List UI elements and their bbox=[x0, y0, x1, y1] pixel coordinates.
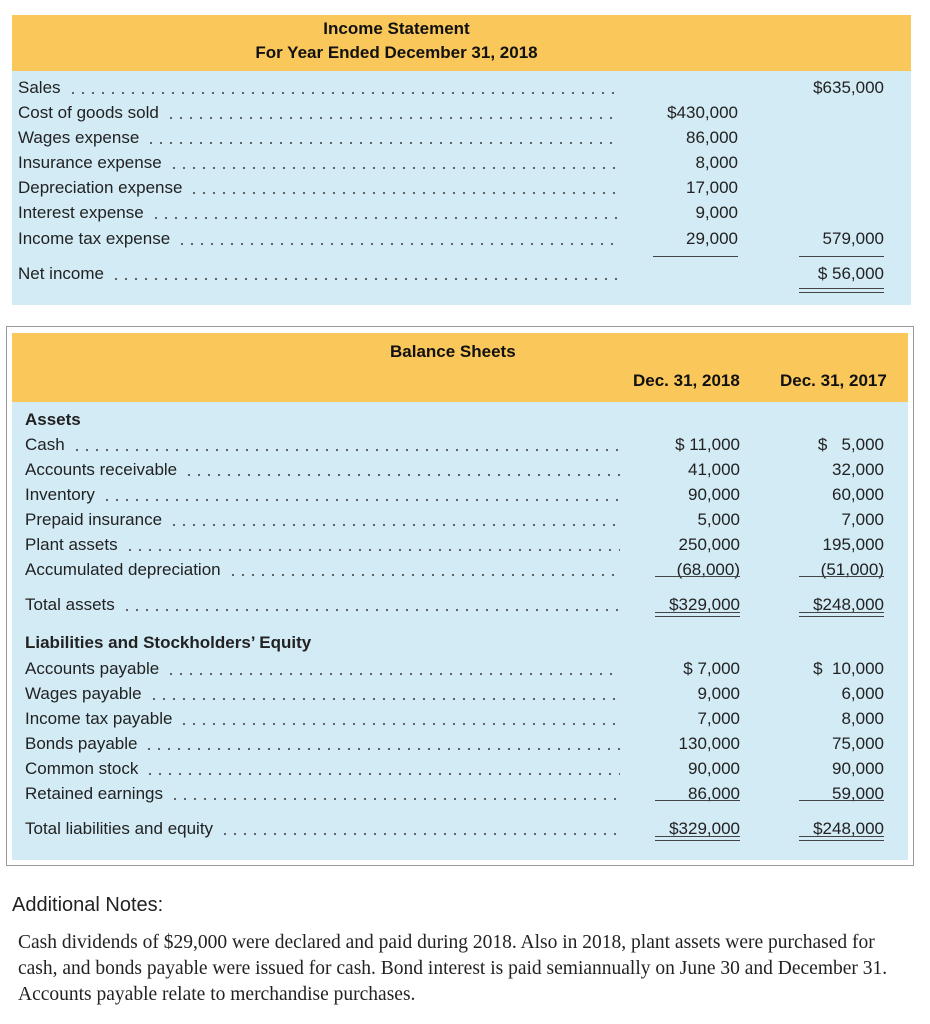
amount-col2: 7,000 bbox=[841, 510, 884, 529]
dot-leader bbox=[111, 277, 620, 281]
amount-col1: 90,000 bbox=[688, 485, 740, 504]
line-item-label: Income tax expense bbox=[18, 229, 171, 248]
line-item-row bbox=[25, 484, 884, 506]
income-statement-header bbox=[12, 15, 911, 71]
dot-leader bbox=[228, 573, 620, 577]
line-item-row bbox=[18, 152, 884, 174]
double-underline bbox=[799, 612, 884, 617]
line-item-label: Wages expense bbox=[18, 128, 140, 147]
amount-col1: 29,000 bbox=[686, 229, 738, 248]
dot-leader bbox=[166, 672, 620, 676]
amount-col1: 130,000 bbox=[678, 734, 740, 753]
line-item-row bbox=[25, 594, 884, 616]
income-statement-subtitle: For Year Ended December 31, 2018 bbox=[255, 43, 538, 62]
amount-col2: $ 10,000 bbox=[813, 659, 884, 678]
line-item-row bbox=[25, 733, 884, 755]
line-item-row bbox=[25, 434, 884, 456]
underline bbox=[799, 576, 884, 577]
line-item-row bbox=[18, 263, 884, 285]
amount-col2: 59,000 bbox=[832, 784, 884, 803]
amount-col1: $ 7,000 bbox=[683, 659, 740, 678]
dot-leader bbox=[220, 832, 620, 836]
line-item-row bbox=[25, 559, 884, 581]
line-item-row bbox=[25, 459, 884, 481]
amount-col1: 250,000 bbox=[678, 535, 740, 554]
line-item-label: Retained earnings bbox=[25, 784, 163, 803]
line-item-row bbox=[18, 177, 884, 199]
line-item-label: Sales bbox=[18, 78, 61, 97]
amount-col1: 86,000 bbox=[686, 128, 738, 147]
balance-sheets-header bbox=[12, 333, 908, 402]
line-item-label: Cash bbox=[25, 435, 65, 454]
amount-col1: 7,000 bbox=[697, 709, 740, 728]
underline bbox=[655, 800, 740, 801]
amount-col2: $248,000 bbox=[813, 819, 884, 838]
amount-col2: 8,000 bbox=[841, 709, 884, 728]
line-item-row bbox=[18, 202, 884, 224]
line-item-label: Cost of goods sold bbox=[18, 103, 159, 122]
line-item-row bbox=[25, 683, 884, 705]
amount-col1: $329,000 bbox=[669, 595, 740, 614]
dot-leader bbox=[102, 498, 620, 502]
balance-sheets-title: Balance Sheets bbox=[390, 342, 516, 361]
amount-col1: 90,000 bbox=[688, 759, 740, 778]
dot-leader bbox=[144, 747, 620, 751]
dot-leader bbox=[170, 797, 620, 801]
line-item-label: Plant assets bbox=[25, 535, 118, 554]
dot-leader bbox=[184, 473, 620, 477]
double-underline bbox=[799, 288, 884, 293]
amount-col1: $430,000 bbox=[667, 103, 738, 122]
line-item-row bbox=[18, 102, 884, 124]
dot-leader bbox=[145, 772, 620, 776]
balance-sheets bbox=[6, 326, 914, 866]
amount-col1: (68,000) bbox=[676, 560, 740, 579]
dot-leader bbox=[146, 141, 620, 145]
underline bbox=[653, 256, 738, 257]
line-item-row bbox=[25, 658, 884, 680]
amount-col2: $ 5,000 bbox=[817, 435, 884, 454]
line-item-label: Insurance expense bbox=[18, 153, 162, 172]
dot-leader bbox=[177, 242, 620, 246]
line-item-label: Depreciation expense bbox=[18, 178, 183, 197]
amount-col2: $ 56,000 bbox=[817, 264, 884, 283]
line-item-row bbox=[18, 228, 884, 250]
col-header-2017: Dec. 31, 2017 bbox=[780, 371, 887, 390]
dot-leader bbox=[125, 548, 620, 552]
amount-col1: 8,000 bbox=[695, 153, 738, 172]
amount-col1: 17,000 bbox=[686, 178, 738, 197]
line-item-label: Accounts receivable bbox=[25, 460, 178, 479]
line-item-row bbox=[18, 77, 884, 99]
amount-col2: (51,000) bbox=[820, 560, 884, 579]
assets-heading: Assets bbox=[25, 410, 81, 429]
line-item-row bbox=[25, 708, 884, 730]
line-item-row bbox=[25, 758, 884, 780]
dot-leader bbox=[189, 191, 620, 195]
amount-col1: $329,000 bbox=[669, 819, 740, 838]
line-item-label: Prepaid insurance bbox=[25, 510, 163, 529]
double-underline bbox=[655, 836, 740, 841]
line-item-label: Common stock bbox=[25, 759, 139, 778]
dot-leader bbox=[122, 608, 620, 612]
line-item-label: Total liabilities and equity bbox=[25, 819, 214, 838]
amount-col1: 9,000 bbox=[697, 684, 740, 703]
amount-col1: 5,000 bbox=[697, 510, 740, 529]
line-item-row bbox=[25, 534, 884, 556]
amount-col2: $635,000 bbox=[813, 78, 884, 97]
col-header-2018: Dec. 31, 2018 bbox=[633, 371, 740, 390]
line-item-label: Accumulated depreciation bbox=[25, 560, 221, 579]
dot-leader bbox=[151, 216, 620, 220]
dot-leader bbox=[68, 91, 620, 95]
amount-col1: 86,000 bbox=[688, 784, 740, 803]
amount-col2: 195,000 bbox=[822, 535, 884, 554]
dot-leader bbox=[169, 166, 620, 170]
amount-col2: 579,000 bbox=[822, 229, 884, 248]
underline bbox=[799, 800, 884, 801]
double-underline bbox=[799, 836, 884, 841]
line-item-label: Income tax payable bbox=[25, 709, 173, 728]
line-item-label: Accounts payable bbox=[25, 659, 160, 678]
income-statement bbox=[12, 15, 911, 305]
line-item-label: Inventory bbox=[25, 485, 95, 504]
line-item-label: Interest expense bbox=[18, 203, 144, 222]
dot-leader bbox=[166, 116, 620, 120]
double-underline bbox=[655, 612, 740, 617]
notes-text: Cash dividends of $29,000 were declared and paid during 2018. Also in 2018, plant assets were purchased for cash, and bonds payable were issued for cash. Bond interest is paid semiannually on June 30 and December 31. Accounts payable relate to merchandise purchases. bbox=[18, 932, 888, 1005]
line-item-label: Wages payable bbox=[25, 684, 142, 703]
dot-leader bbox=[169, 523, 620, 527]
amount-col2: 75,000 bbox=[832, 734, 884, 753]
line-item-label: Bonds payable bbox=[25, 734, 138, 753]
line-item-row bbox=[25, 509, 884, 531]
line-item-label: Net income bbox=[18, 264, 104, 283]
amount-col1: 9,000 bbox=[695, 203, 738, 222]
amount-col1: 41,000 bbox=[688, 460, 740, 479]
dot-leader bbox=[149, 697, 620, 701]
line-item-label: Total assets bbox=[25, 595, 115, 614]
liabilities-heading: Liabilities and Stockholders’ Equity bbox=[25, 633, 312, 652]
dot-leader bbox=[72, 448, 620, 452]
underline bbox=[799, 256, 884, 257]
amount-col2: 60,000 bbox=[832, 485, 884, 504]
income-statement-title: Income Statement bbox=[323, 19, 470, 38]
amount-col2: $248,000 bbox=[813, 595, 884, 614]
dot-leader bbox=[179, 722, 620, 726]
notes-heading: Additional Notes: bbox=[12, 894, 164, 916]
line-item-row bbox=[25, 783, 884, 805]
amount-col2: 90,000 bbox=[832, 759, 884, 778]
amount-col2: 32,000 bbox=[832, 460, 884, 479]
line-item-row bbox=[25, 818, 884, 840]
underline bbox=[655, 576, 740, 577]
amount-col1: $ 11,000 bbox=[675, 435, 740, 454]
amount-col2: 6,000 bbox=[841, 684, 884, 703]
line-item-row bbox=[18, 127, 884, 149]
